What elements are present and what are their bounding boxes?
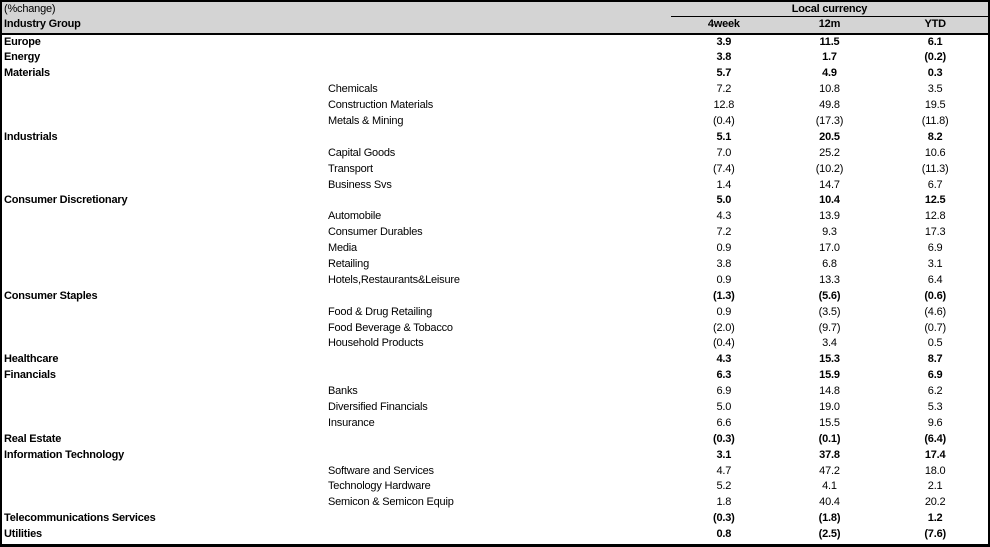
table-row xyxy=(2,448,988,464)
industry-label: Technology Hardware xyxy=(328,480,431,493)
value-ytd: 6.1 xyxy=(927,35,943,48)
value-ytd: (0.2) xyxy=(924,51,946,64)
value-4week: 4.3 xyxy=(716,210,732,223)
value-ytd: 1.2 xyxy=(927,512,943,525)
value-12m: 4.9 xyxy=(822,67,837,80)
industry-label xyxy=(325,511,671,527)
table-row xyxy=(2,209,988,225)
industry-label: Banks xyxy=(328,385,358,398)
value-ytd: 0.5 xyxy=(927,337,943,350)
sector-label xyxy=(2,336,325,352)
currency-group-cell xyxy=(671,2,988,17)
table-row xyxy=(2,368,988,384)
value-ytd: (11.3) xyxy=(921,162,949,175)
industry-label: Capital Goods xyxy=(328,146,396,159)
value-ytd: (6.4) xyxy=(924,432,946,445)
industry-label xyxy=(325,368,671,384)
value-4week: 1.8 xyxy=(716,496,732,509)
value-ytd: 6.2 xyxy=(927,385,943,398)
table-row xyxy=(2,400,988,416)
value-12m: 13.3 xyxy=(819,273,840,286)
industry-label xyxy=(325,193,671,209)
value-ytd: 12.8 xyxy=(924,210,946,223)
table-row xyxy=(2,162,988,178)
industry-label xyxy=(325,527,671,543)
sector-label xyxy=(2,257,325,273)
sector-label: Healthcare xyxy=(4,353,59,366)
value-4week: 3.1 xyxy=(716,448,732,461)
value-12m: 25.2 xyxy=(819,146,840,159)
table-row xyxy=(2,479,988,495)
sector-label xyxy=(2,400,325,416)
value-4week: 4.7 xyxy=(716,464,732,477)
value-4week: 4.3 xyxy=(716,353,732,366)
value-12m: (1.8) xyxy=(818,512,841,525)
sector-label xyxy=(2,98,325,114)
table-row xyxy=(2,511,988,527)
value-4week: 0.8 xyxy=(716,528,732,541)
value-12m: 40.4 xyxy=(819,496,840,509)
industry-label: Hotels,Restaurants&Leisure xyxy=(328,273,460,286)
value-12m: (10.2) xyxy=(815,162,844,175)
value-12m: 1.7 xyxy=(822,51,837,64)
value-ytd: (11.8) xyxy=(921,114,949,127)
table-row xyxy=(2,35,988,51)
value-ytd: 6.4 xyxy=(927,273,943,286)
value-ytd: 5.3 xyxy=(927,400,943,413)
table-row xyxy=(2,130,988,146)
value-12m: (2.5) xyxy=(818,528,841,541)
value-12m: 3.4 xyxy=(822,337,837,350)
industry-label: Insurance xyxy=(328,416,375,429)
sector-label xyxy=(2,82,325,98)
value-12m: 10.8 xyxy=(819,83,840,96)
industry-group-header: Industry Group xyxy=(4,18,81,30)
value-12m: (9.7) xyxy=(818,321,841,334)
industry-label xyxy=(325,35,671,51)
sector-label: Industrials xyxy=(4,130,58,143)
sector-label xyxy=(2,384,325,400)
value-4week: 6.9 xyxy=(716,385,732,398)
value-ytd: 18.0 xyxy=(924,464,946,477)
table-row xyxy=(2,66,988,82)
sector-label: Information Technology xyxy=(4,448,125,461)
table-row xyxy=(2,257,988,273)
value-4week: 5.2 xyxy=(716,480,732,493)
value-12m: (3.5) xyxy=(818,305,841,318)
industry-label: Media xyxy=(328,242,357,255)
header-row-top xyxy=(2,2,988,17)
industry-label: Chemicals xyxy=(328,83,378,96)
value-ytd: 3.5 xyxy=(927,83,943,96)
industry-label xyxy=(325,352,671,368)
value-ytd: 9.6 xyxy=(927,416,943,429)
value-4week: (0.3) xyxy=(713,512,735,525)
sector-label xyxy=(2,495,325,511)
value-12m: 6.8 xyxy=(822,257,837,270)
value-4week: (0.3) xyxy=(713,432,735,445)
table-row xyxy=(2,352,988,368)
value-4week: (1.3) xyxy=(713,289,735,302)
value-4week: 7.0 xyxy=(716,146,732,159)
value-4week: (0.4) xyxy=(713,337,735,350)
value-ytd: 17.4 xyxy=(924,448,946,461)
industry-label xyxy=(325,50,671,66)
table-row xyxy=(2,273,988,289)
industry-label xyxy=(325,448,671,464)
value-ytd: 6.9 xyxy=(927,369,943,382)
table-row xyxy=(2,146,988,162)
sector-label xyxy=(2,209,325,225)
sector-label xyxy=(2,225,325,241)
industry-label: Diversified Financials xyxy=(328,400,428,413)
industry-label: Retailing xyxy=(328,257,370,270)
table-row xyxy=(2,225,988,241)
value-12m: 49.8 xyxy=(819,99,840,112)
industry-label: Semicon & Semicon Equip xyxy=(328,496,454,509)
sector-label: Energy xyxy=(4,51,41,64)
table-row xyxy=(2,464,988,480)
value-4week: 5.0 xyxy=(716,400,732,413)
table-header xyxy=(2,2,988,35)
value-4week: 0.9 xyxy=(716,305,732,318)
industry-label: Business Svs xyxy=(328,178,392,191)
value-ytd: (0.6) xyxy=(924,289,946,302)
value-ytd: (0.7) xyxy=(924,321,946,334)
value-12m: 19.0 xyxy=(819,400,840,413)
value-4week: 7.2 xyxy=(716,83,732,96)
column-header-4week: 4week xyxy=(707,18,740,30)
value-ytd: 8.7 xyxy=(927,353,943,366)
value-4week: 0.9 xyxy=(716,242,732,255)
value-column-headers xyxy=(671,17,988,33)
value-12m: 10.4 xyxy=(819,194,840,207)
industry-label: Transport xyxy=(328,162,373,175)
sector-label xyxy=(2,273,325,289)
value-12m: 17.0 xyxy=(819,242,840,255)
value-4week: (2.0) xyxy=(713,321,735,334)
value-4week: (7.4) xyxy=(713,162,735,175)
value-4week: 3.9 xyxy=(716,35,732,48)
value-12m: 15.5 xyxy=(819,416,840,429)
industry-label: Metals & Mining xyxy=(328,114,404,127)
value-ytd: 8.2 xyxy=(927,130,943,143)
value-12m: 11.5 xyxy=(819,35,840,48)
table-row xyxy=(2,114,988,130)
value-ytd: 6.9 xyxy=(927,242,943,255)
value-ytd: 12.5 xyxy=(924,194,946,207)
industry-label: Construction Materials xyxy=(328,99,434,112)
percent-change-label: (%change) xyxy=(4,3,56,15)
value-12m: 14.7 xyxy=(819,178,840,191)
sector-label: Consumer Discretionary xyxy=(4,194,128,207)
table-row xyxy=(2,336,988,352)
table-row xyxy=(2,432,988,448)
sector-label: Consumer Staples xyxy=(4,289,98,302)
industry-label: Household Products xyxy=(328,337,424,350)
sector-label xyxy=(2,146,325,162)
value-12m: (0.1) xyxy=(818,432,841,445)
table-row xyxy=(2,193,988,209)
table-body xyxy=(2,35,988,544)
sector-label xyxy=(2,241,325,257)
sector-label xyxy=(2,114,325,130)
value-4week: 6.3 xyxy=(716,369,732,382)
sector-label xyxy=(2,464,325,480)
industry-label: Automobile xyxy=(328,210,382,223)
value-12m: 47.2 xyxy=(819,464,840,477)
value-ytd: (7.6) xyxy=(924,528,946,541)
table-row xyxy=(2,50,988,66)
value-ytd: 20.2 xyxy=(924,496,946,509)
value-12m: 15.9 xyxy=(819,369,840,382)
industry-label: Consumer Durables xyxy=(328,226,423,239)
currency-group-header: Local currency xyxy=(791,3,868,15)
table-row xyxy=(2,98,988,114)
column-header-ytd: YTD xyxy=(924,18,946,30)
value-12m: 13.9 xyxy=(819,210,840,223)
sector-label xyxy=(2,162,325,178)
column-header-12m: 12m xyxy=(818,18,841,30)
industry-label: Food & Drug Retailing xyxy=(328,305,433,318)
industry-label xyxy=(325,130,671,146)
value-4week: 5.1 xyxy=(716,130,732,143)
value-ytd: 17.3 xyxy=(924,226,946,239)
value-4week: 0.9 xyxy=(716,273,732,286)
sector-label xyxy=(2,178,325,194)
industry-label xyxy=(325,432,671,448)
value-4week: 5.0 xyxy=(716,194,732,207)
value-4week: 3.8 xyxy=(716,51,732,64)
table-row xyxy=(2,241,988,257)
industry-label: Food Beverage & Tobacco xyxy=(328,321,453,334)
sector-label: Europe xyxy=(4,35,41,48)
table-row xyxy=(2,321,988,337)
value-4week: (0.4) xyxy=(713,114,735,127)
table-row xyxy=(2,178,988,194)
value-12m: 20.5 xyxy=(819,130,840,143)
value-ytd: (4.6) xyxy=(924,305,946,318)
value-12m: 14.8 xyxy=(819,385,840,398)
industry-label xyxy=(325,66,671,82)
value-ytd: 0.3 xyxy=(927,67,943,80)
value-4week: 7.2 xyxy=(716,226,732,239)
sector-label xyxy=(2,321,325,337)
value-12m: (5.6) xyxy=(818,289,841,302)
value-ytd: 2.1 xyxy=(927,480,943,493)
sector-label: Materials xyxy=(4,67,50,80)
value-4week: 6.6 xyxy=(716,416,732,429)
value-ytd: 10.6 xyxy=(924,146,946,159)
sector-label: Real Estate xyxy=(4,432,62,445)
value-ytd: 19.5 xyxy=(924,99,946,112)
value-12m: (17.3) xyxy=(815,114,844,127)
value-4week: 5.7 xyxy=(716,67,732,80)
table-row xyxy=(2,416,988,432)
value-ytd: 6.7 xyxy=(927,178,943,191)
value-12m: 4.1 xyxy=(822,480,837,493)
table-row xyxy=(2,82,988,98)
table-row xyxy=(2,384,988,400)
value-12m: 37.8 xyxy=(819,448,840,461)
table-row xyxy=(2,527,988,543)
value-12m: 9.3 xyxy=(822,226,837,239)
sector-label xyxy=(2,416,325,432)
industry-label: Software and Services xyxy=(328,464,434,477)
sector-label xyxy=(2,305,325,321)
sector-label xyxy=(2,479,325,495)
sector-label: Financials xyxy=(4,369,56,382)
value-12m: 15.3 xyxy=(819,353,840,366)
value-4week: 12.8 xyxy=(713,99,735,112)
value-4week: 3.8 xyxy=(716,257,732,270)
sector-label: Telecommunications Services xyxy=(4,512,156,525)
industry-label xyxy=(325,289,671,305)
table-row xyxy=(2,495,988,511)
value-4week: 1.4 xyxy=(716,178,732,191)
header-row-columns xyxy=(2,17,988,33)
table-row xyxy=(2,289,988,305)
table-row xyxy=(2,305,988,321)
value-ytd: 3.1 xyxy=(927,257,943,270)
sector-label: Utilities xyxy=(4,528,42,541)
